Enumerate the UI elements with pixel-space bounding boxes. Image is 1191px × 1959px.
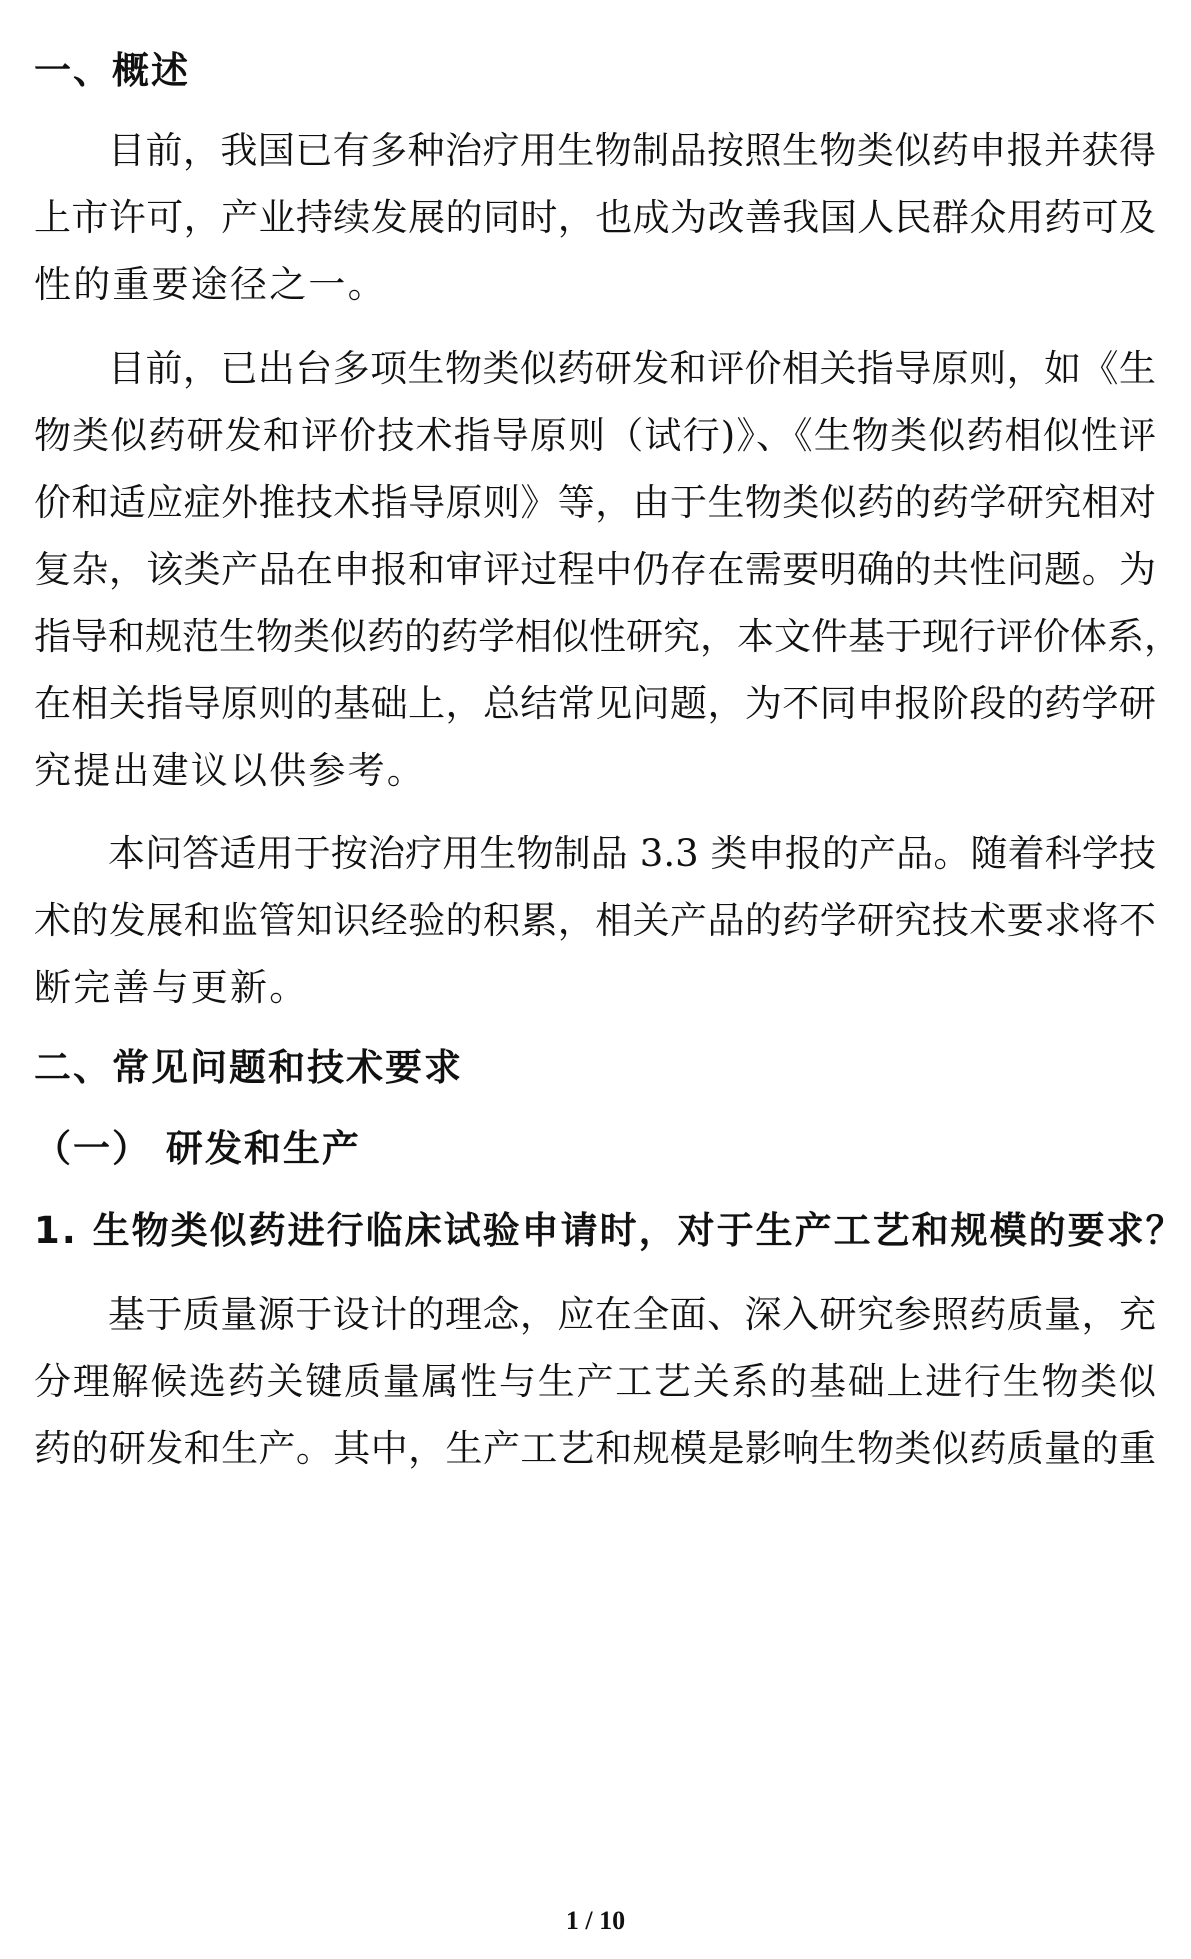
paragraph-2-line-5: 指导和规范生物类似药的药学相似性研究，本文件基于现行评价体系， (34, 615, 1181, 658)
section-heading-common-issues: 二、常见问题和技术要求 (34, 1046, 463, 1089)
question-heading-1: 1. 生物类似药进行临床试验申请时，对于生产工艺和规模的要求？ (34, 1209, 1185, 1252)
paragraph-4-line-1: 基于质量源于设计的理念，应在全面、深入研究参照药质量，充 (108, 1293, 1156, 1336)
document-page (34, 0, 1185, 1959)
paragraph-3-line-3: 断完善与更新。 (34, 966, 309, 1009)
paragraph-4-line-2: 分理解候选药关键质量属性与生产工艺关系的基础上进行生物类似 (34, 1360, 1156, 1403)
paragraph-2-line-7: 究提出建议以供参考。 (34, 749, 426, 792)
paragraph-2-line-1: 目前，已出台多项生物类似药研发和评价相关指导原则，如《生 (108, 347, 1156, 390)
subsection-heading-rd-production: （一） 研发和生产 (34, 1127, 361, 1170)
paragraph-1-line-1: 目前，我国已有多种治疗用生物制品按照生物类似药申报并获得 (108, 129, 1156, 172)
paragraph-2-line-2: 物类似药研发和评价技术指导原则（试行)》、《生物类似药相似性评 (34, 414, 1156, 457)
paragraph-2-line-6: 在相关指导原则的基础上，总结常见问题，为不同申报阶段的药学研 (34, 682, 1156, 725)
section-heading-overview: 一、概述 (34, 49, 190, 92)
paragraph-3-line-2: 术的发展和监管知识经验的积累，相关产品的药学研究技术要求将不 (34, 899, 1156, 942)
page-number: 1 / 10 (565, 1906, 626, 1935)
paragraph-2-line-3: 价和适应症外推技术指导原则》等，由于生物类似药的药学研究相对 (34, 481, 1156, 524)
paragraph-1-line-3: 性的重要途径之一。 (34, 263, 387, 306)
paragraph-4-line-3: 药的研发和生产。其中，生产工艺和规模是影响生物类似药质量的重 (34, 1427, 1156, 1470)
paragraph-1-line-2: 上市许可，产业持续发展的同时，也成为改善我国人民群众用药可及 (34, 196, 1156, 239)
paragraph-2-line-4: 复杂，该类产品在申报和审评过程中仍存在需要明确的共性问题。为 (34, 548, 1156, 591)
paragraph-3-line-1: 本问答适用于按治疗用生物制品 3.3 类申报的产品。随着科学技 (108, 832, 1156, 875)
